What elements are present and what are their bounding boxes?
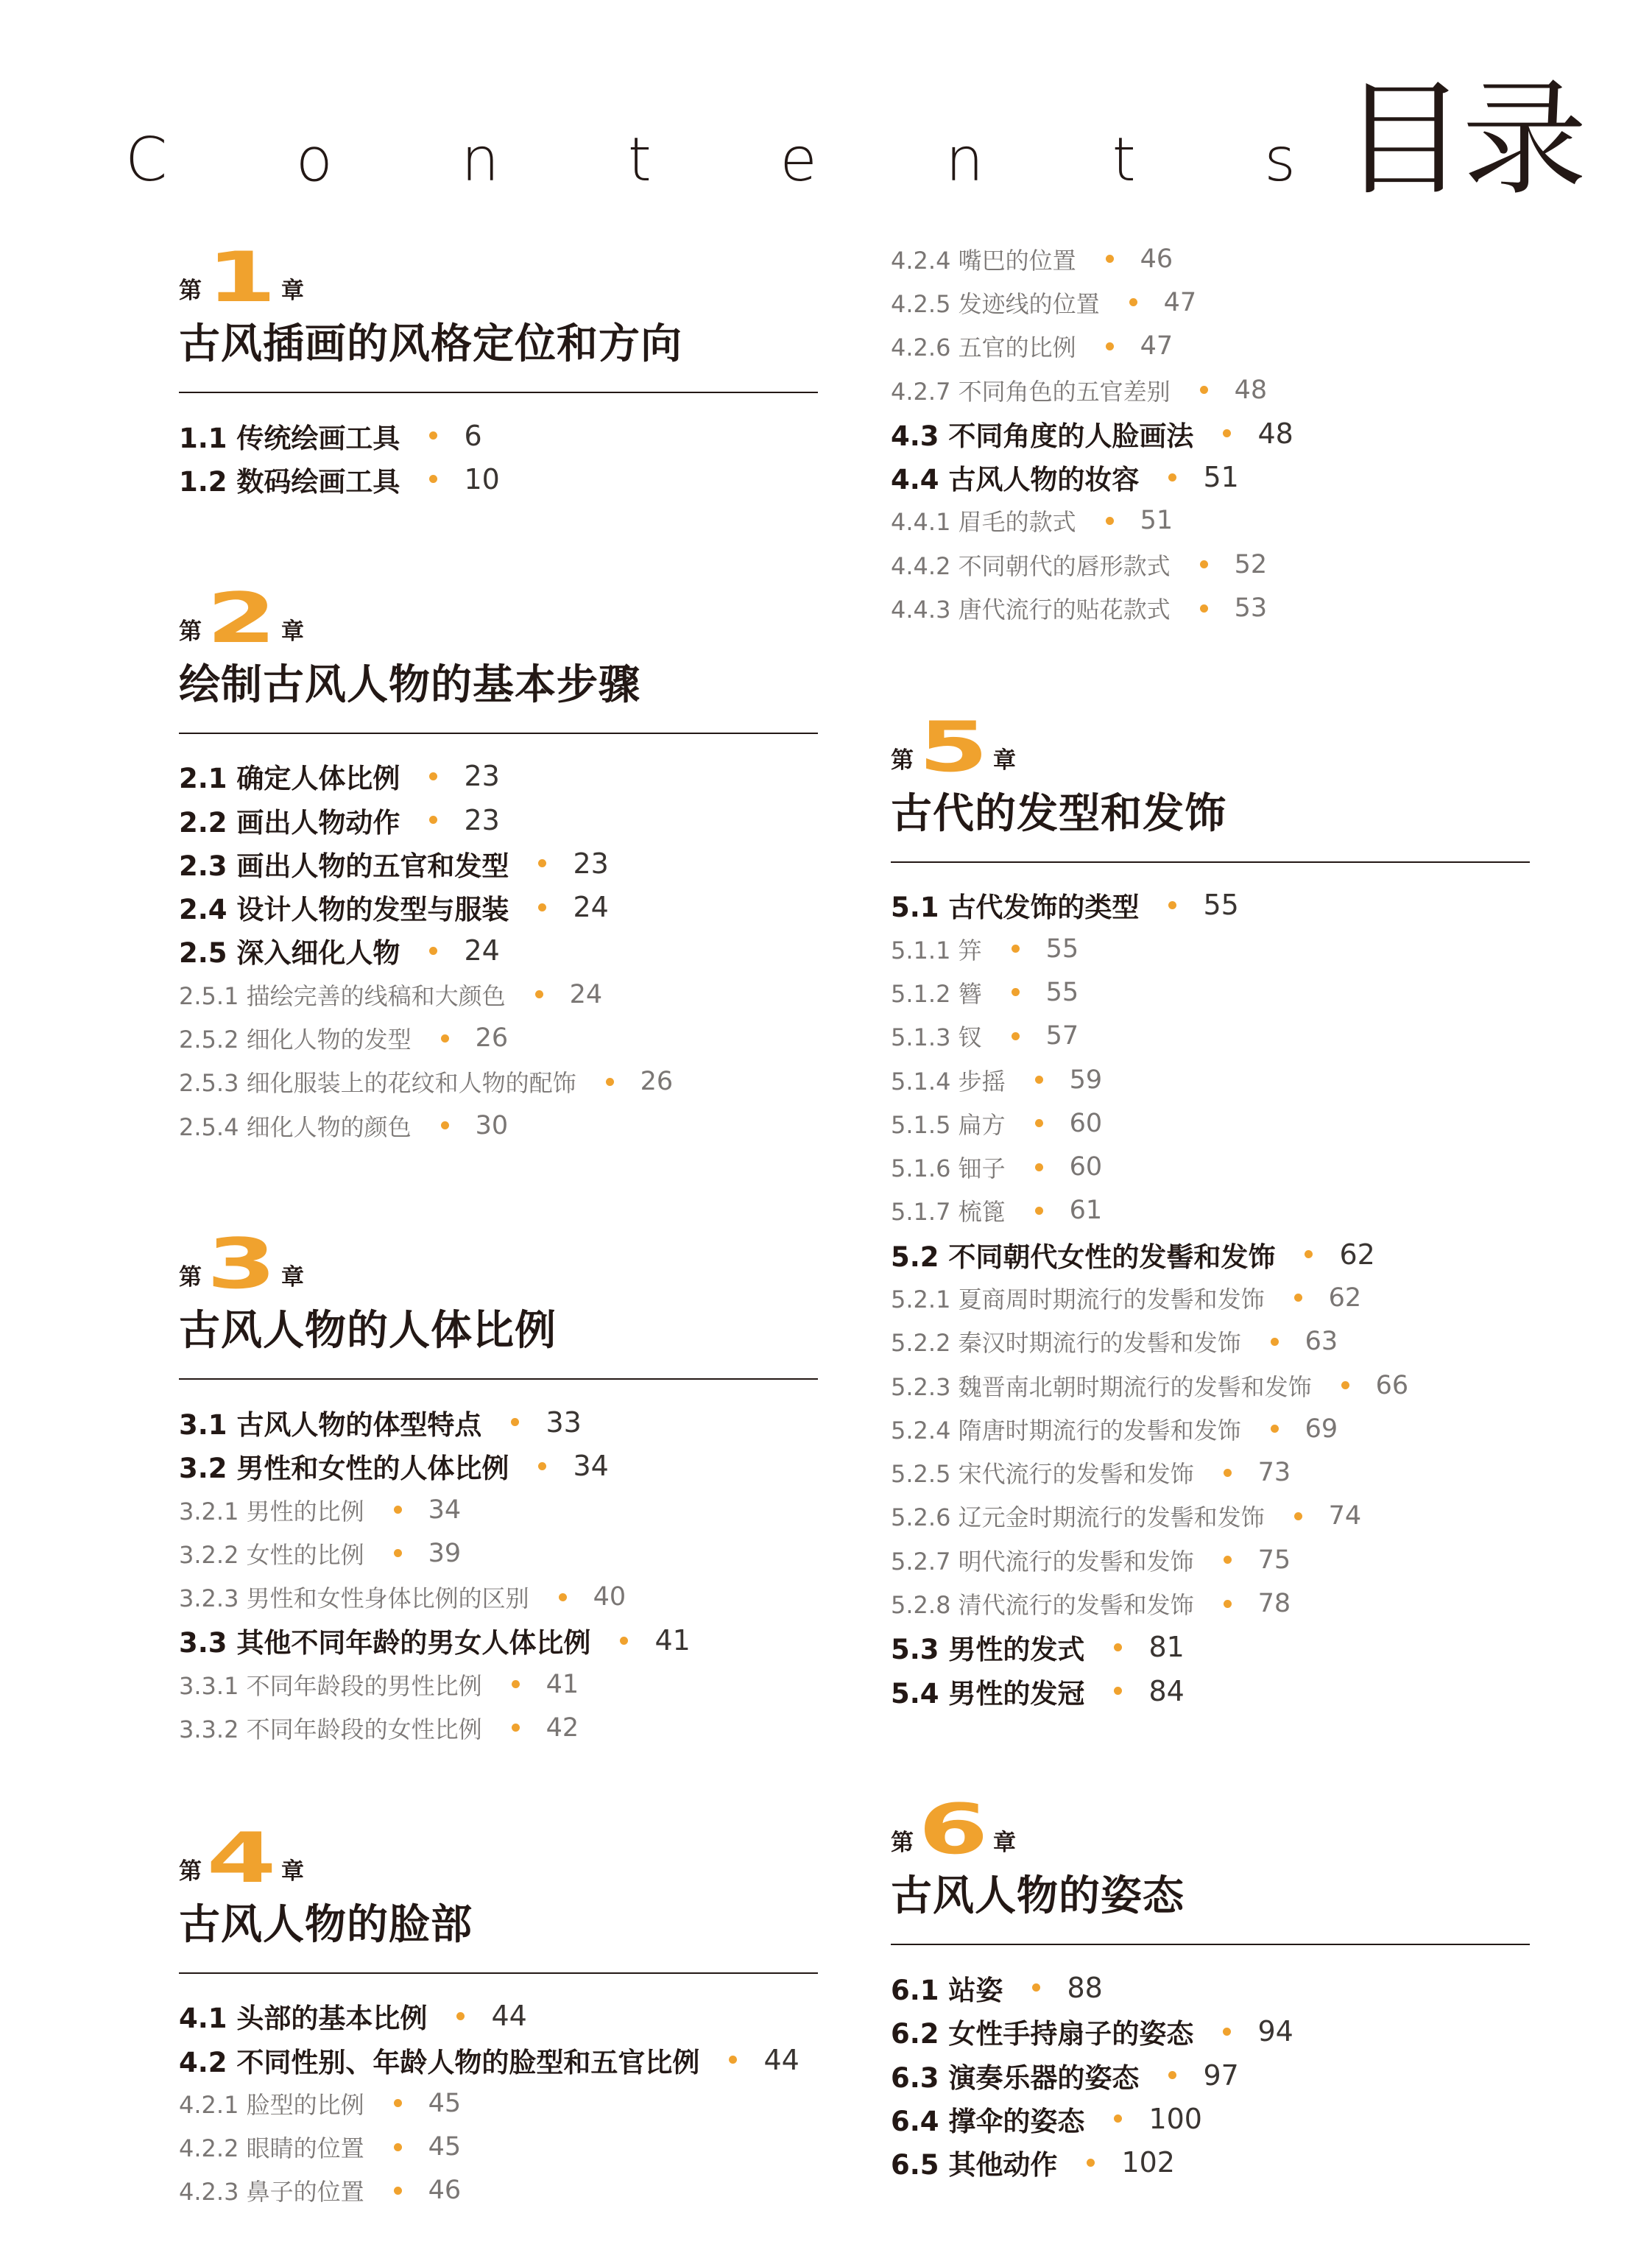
entry-label: 3.2 男性和女性的人体比例	[179, 1453, 509, 1485]
entry-page-number: 59	[1069, 1065, 1103, 1095]
entry-page-number: 55	[1045, 977, 1079, 1007]
entry-page-number: 47	[1140, 331, 1173, 361]
toc-entry[interactable]	[891, 455, 1539, 498]
entry-page-number: 44	[763, 2043, 799, 2076]
bullet-dot-icon	[1129, 298, 1137, 306]
entry-page-number: 23	[464, 803, 500, 836]
entry-page-number: 97	[1203, 2059, 1239, 2092]
toc-entry[interactable]	[891, 2053, 1539, 2097]
toc-entry[interactable]	[891, 1626, 1539, 1669]
entry-page-number: 84	[1148, 1674, 1185, 1707]
entry-label: 2.3 画出人物的五官和发型	[179, 850, 509, 882]
chapter-prefix: 第	[179, 278, 202, 304]
toc-entry[interactable]	[179, 755, 827, 798]
toc-entry[interactable]	[891, 1495, 1539, 1538]
bullet-dot-icon	[538, 1462, 546, 1470]
contents-letter: n	[461, 125, 500, 195]
entry-label: 3.2.2 女性的比例	[179, 1540, 364, 1569]
chapter-title: 古风插画的风格定位和方向	[179, 320, 682, 368]
entry-label: 4.4.1 眉毛的款式	[891, 508, 1076, 537]
toc-entry[interactable]	[891, 1407, 1539, 1450]
entry-page-number: 23	[464, 760, 500, 793]
chapter-block	[179, 1224, 827, 1749]
entry-page-number: 46	[428, 2176, 462, 2206]
chapter-prefix: 第	[179, 618, 202, 645]
chapter-number: 2	[206, 578, 277, 659]
bullet-dot-icon	[394, 2099, 402, 2107]
bullet-dot-icon	[1106, 342, 1114, 350]
chapter-suffix: 章	[281, 1858, 304, 1885]
chapter-block	[179, 1818, 827, 2212]
bullet-dot-icon	[1223, 429, 1231, 437]
entry-page-number: 102	[1121, 2146, 1175, 2179]
toc-entry[interactable]	[891, 1320, 1539, 1364]
entry-page-number: 51	[1203, 461, 1239, 494]
contents-letter: t	[627, 125, 652, 195]
chapter-divider	[179, 1972, 818, 1974]
chapter-gap	[179, 1750, 827, 1824]
chapter-gap	[179, 1147, 827, 1230]
toc-entry[interactable]	[179, 973, 827, 1016]
entry-label: 3.2.1 男性的比例	[179, 1497, 364, 1525]
entry-label: 5.3 男性的发式	[891, 1634, 1085, 1666]
entry-label: 4.4.2 不同朝代的唇形款式	[891, 551, 1171, 580]
bullet-dot-icon	[535, 990, 543, 998]
entry-page-number: 26	[640, 1067, 674, 1097]
bullet-dot-icon	[394, 1549, 402, 1557]
chapter-number: 3	[206, 1224, 277, 1305]
contents-letter: n	[945, 125, 984, 195]
entry-list	[891, 883, 1539, 1713]
entry-page-number: 42	[546, 1712, 579, 1743]
toc-entry[interactable]	[179, 457, 827, 501]
toc-entry[interactable]	[179, 414, 827, 457]
entry-label: 4.2.1 脸型的比例	[179, 2090, 364, 2119]
entry-page-number: 39	[428, 1538, 462, 1568]
chapter-gap	[891, 1712, 1539, 1795]
chapter-label	[179, 578, 827, 659]
entry-page-number: 26	[475, 1023, 509, 1054]
toc-entry[interactable]	[179, 1445, 827, 1488]
bullet-dot-icon	[1087, 2159, 1095, 2167]
entry-list	[179, 755, 827, 1148]
chapter-number: 6	[918, 1790, 989, 1871]
entry-label: 4.2.6 五官的比例	[891, 334, 1076, 362]
entry-page-number: 75	[1257, 1545, 1291, 1575]
chapter-divider	[891, 1944, 1530, 1945]
bullet-dot-icon	[1223, 2028, 1231, 2036]
chapter-block	[891, 707, 1539, 1713]
entry-label: 5.2.6 辽元金时期流行的发髻和发饰	[891, 1503, 1265, 1532]
entry-label: 6.5 其他动作	[891, 2149, 1058, 2181]
contents-letter: C	[125, 125, 168, 195]
toc-entry[interactable]	[891, 1101, 1539, 1145]
entry-page-number: 44	[491, 2000, 527, 2033]
toc-entry[interactable]	[179, 885, 827, 928]
bullet-dot-icon	[729, 2056, 737, 2064]
bullet-dot-icon	[1168, 2071, 1176, 2079]
entry-page-number: 60	[1069, 1152, 1103, 1182]
bullet-dot-icon	[1305, 1250, 1313, 1258]
bullet-dot-icon	[1200, 560, 1208, 568]
bullet-dot-icon	[1106, 517, 1114, 525]
toc-entry[interactable]	[891, 237, 1539, 281]
toc-entry[interactable]	[891, 1538, 1539, 1581]
bullet-dot-icon	[1012, 1032, 1020, 1040]
toc-entry[interactable]	[891, 325, 1539, 368]
bullet-dot-icon	[1106, 255, 1114, 263]
bullet-dot-icon	[1294, 1512, 1302, 1520]
entry-label: 2.5.2 细化人物的发型	[179, 1026, 412, 1054]
chapter-title: 古风人物的脸部	[179, 1900, 473, 1949]
bullet-dot-icon	[512, 1724, 520, 1732]
page-title: 目录	[1341, 67, 1584, 213]
chapter-title: 古风人物的人体比例	[179, 1307, 557, 1355]
entry-label: 3.3.1 不同年龄段的男性比例	[179, 1671, 482, 1700]
entry-label: 1.1 传统绘画工具	[179, 422, 400, 454]
entry-page-number: 48	[1234, 375, 1268, 405]
toc-entry[interactable]	[179, 1060, 827, 1104]
bullet-dot-icon	[1035, 1163, 1043, 1171]
entry-label: 5.2.1 夏商周时期流行的发髻和发饰	[891, 1285, 1265, 1313]
bullet-dot-icon	[1114, 1687, 1122, 1695]
chapter-prefix: 第	[179, 1858, 202, 1885]
chapter-title: 古风人物的姿态	[891, 1872, 1185, 1921]
chapter-suffix: 章	[281, 618, 304, 645]
entry-page-number: 55	[1203, 889, 1239, 922]
entry-page-number: 51	[1140, 506, 1173, 536]
bullet-dot-icon	[441, 1121, 449, 1129]
entry-page-number: 10	[464, 462, 500, 495]
toc-entry[interactable]	[891, 1058, 1539, 1101]
toc-entry[interactable]	[891, 1232, 1539, 1276]
toc-entry[interactable]	[179, 1104, 827, 1147]
toc-entry[interactable]	[179, 1575, 827, 1618]
entry-label: 6.2 女性手持扇子的姿态	[891, 2018, 1194, 2050]
toc-entry[interactable]	[179, 1706, 827, 1749]
toc-entry[interactable]	[891, 2097, 1539, 2140]
entry-label: 5.2.2 秦汉时期流行的发髻和发饰	[891, 1329, 1241, 1358]
chapter-title: 古代的发型和发饰	[891, 789, 1226, 838]
entry-label: 2.1 确定人体比例	[179, 763, 400, 795]
entry-label: 5.1.4 步摇	[891, 1067, 1006, 1096]
entry-page-number: 81	[1148, 1631, 1185, 1664]
entry-page-number: 45	[428, 2132, 462, 2162]
toc-entry[interactable]	[179, 2126, 827, 2169]
entry-label: 3.1 古风人物的体型特点	[179, 1408, 482, 1441]
entry-page-number: 34	[573, 1450, 609, 1483]
bullet-dot-icon	[1114, 2114, 1122, 2123]
entry-label: 5.1.7 梳篦	[891, 1198, 1006, 1227]
chapter-number: 5	[918, 707, 989, 788]
entry-page-number: 48	[1257, 417, 1293, 450]
entry-page-number: 53	[1234, 593, 1268, 624]
bullet-dot-icon	[1035, 1207, 1043, 1215]
entry-page-number: 30	[475, 1110, 509, 1140]
entry-label: 2.5.3 细化服装上的花纹和人物的配饰	[179, 1069, 576, 1098]
bullet-dot-icon	[1200, 604, 1208, 613]
toc-entry[interactable]	[179, 2081, 827, 2125]
bullet-dot-icon	[1032, 1983, 1040, 1992]
chapter-gap	[891, 630, 1539, 713]
chapter-divider	[179, 733, 818, 734]
toc-entry[interactable]	[179, 1016, 827, 1059]
chapter-block	[179, 578, 827, 1148]
bullet-dot-icon	[429, 947, 437, 955]
entry-page-number: 52	[1234, 549, 1268, 579]
entry-label: 5.2.5 宋代流行的发髻和发饰	[891, 1460, 1194, 1489]
entry-page-number: 46	[1140, 244, 1173, 274]
entry-page-number: 88	[1067, 1971, 1103, 2004]
entry-page-number: 94	[1257, 2015, 1293, 2048]
bullet-dot-icon	[429, 475, 437, 483]
bullet-dot-icon	[1168, 473, 1176, 482]
entry-label: 5.2.4 隋唐时期流行的发髻和发饰	[891, 1416, 1241, 1445]
chapter-title: 绘制古风人物的基本步骤	[179, 660, 640, 709]
toc-entry[interactable]	[891, 1145, 1539, 1188]
entry-label: 4.1 头部的基本比例	[179, 2003, 428, 2035]
chapter-suffix: 章	[281, 278, 304, 304]
bullet-dot-icon	[456, 2012, 465, 2020]
entry-label: 4.3 不同角度的人脸画法	[891, 420, 1194, 452]
entry-label: 5.2.8 清代流行的发髻和发饰	[891, 1591, 1194, 1620]
entry-page-number: 55	[1045, 934, 1079, 964]
bullet-dot-icon	[538, 903, 546, 911]
entry-page-number: 24	[569, 979, 603, 1009]
chapter-prefix: 第	[179, 1264, 202, 1291]
toc-entry[interactable]	[891, 970, 1539, 1014]
entry-label: 2.4 设计人物的发型与服装	[179, 894, 509, 926]
bullet-dot-icon	[1035, 1119, 1043, 1127]
entry-label: 3.3.2 不同年龄段的女性比例	[179, 1715, 482, 1743]
entry-label: 3.3 其他不同年龄的男女人体比例	[179, 1627, 591, 1659]
left-column	[179, 238, 827, 2212]
entry-page-number: 34	[428, 1495, 462, 1525]
bullet-dot-icon	[1224, 1469, 1232, 1477]
entry-list	[179, 1994, 827, 2212]
bullet-dot-icon	[1224, 1600, 1232, 1608]
toc-entry[interactable]	[891, 412, 1539, 455]
chapter-prefix: 第	[891, 1830, 914, 1857]
entry-page-number: 78	[1257, 1589, 1291, 1619]
bullet-dot-icon	[429, 816, 437, 824]
toc-entry[interactable]	[179, 842, 827, 885]
entry-label: 6.4 撑伞的姿态	[891, 2105, 1085, 2137]
toc-entry[interactable]	[891, 927, 1539, 970]
entry-label: 4.2 不同性别、年龄人物的脸型和五官比例	[179, 2046, 700, 2078]
bullet-dot-icon	[538, 859, 546, 867]
entry-page-number: 23	[573, 847, 609, 880]
entry-page-number: 24	[464, 934, 500, 967]
chapter-gap	[179, 501, 827, 584]
entry-label: 5.1.5 扁方	[891, 1110, 1006, 1139]
entry-label: 5.2.7 明代流行的发髻和发饰	[891, 1547, 1194, 1576]
entry-label: 4.4.3 唐代流行的贴花款式	[891, 596, 1171, 624]
entry-page-number: 6	[464, 419, 482, 452]
toc-entry[interactable]	[891, 1276, 1539, 1319]
contents-letter: e	[780, 125, 817, 195]
entry-list	[891, 1966, 1539, 2184]
chapter-label	[891, 707, 1539, 788]
entry-label: 6.1 站姿	[891, 1974, 1003, 2006]
bullet-dot-icon	[441, 1034, 449, 1043]
continued-entry-list	[891, 237, 1539, 630]
entry-page-number: 69	[1305, 1414, 1338, 1444]
bullet-dot-icon	[1271, 1338, 1279, 1346]
entry-label: 4.2.4 嘴巴的位置	[891, 246, 1076, 275]
entry-page-number: 45	[428, 2088, 462, 2118]
entry-page-number: 41	[546, 1669, 579, 1699]
chapter-label	[179, 1224, 827, 1305]
bullet-dot-icon	[1012, 988, 1020, 996]
entry-page-number: 63	[1305, 1327, 1338, 1357]
bullet-dot-icon	[1341, 1381, 1349, 1389]
chapter-prefix: 第	[891, 747, 914, 774]
bullet-dot-icon	[1114, 1643, 1122, 1651]
entry-list	[179, 414, 827, 501]
bullet-dot-icon	[512, 1680, 520, 1688]
contents-letter: t	[1112, 125, 1136, 195]
toc-entry[interactable]	[891, 1189, 1539, 1232]
entry-label: 2.5.4 细化人物的颜色	[179, 1112, 412, 1141]
toc-entry[interactable]	[891, 281, 1539, 324]
chapter-label	[891, 1790, 1539, 1871]
entry-page-number: 60	[1069, 1108, 1103, 1138]
entry-label: 5.4 男性的发冠	[891, 1677, 1085, 1710]
toc-entry[interactable]	[179, 1994, 827, 2038]
entry-page-number: 73	[1257, 1458, 1291, 1488]
toc-entry[interactable]	[179, 2038, 827, 2081]
entry-page-number: 40	[593, 1582, 626, 1612]
toc-entry[interactable]	[891, 1015, 1539, 1058]
contents-letter: o	[295, 125, 333, 195]
toc-entry[interactable]	[179, 1488, 827, 1531]
toc-entry[interactable]	[179, 2169, 827, 2212]
entry-label: 2.5 深入细化人物	[179, 937, 400, 970]
toc-entry[interactable]	[891, 368, 1539, 412]
entry-page-number: 100	[1148, 2102, 1202, 2135]
entry-label: 5.1.1 笄	[891, 936, 982, 964]
toc-entry[interactable]	[891, 1451, 1539, 1495]
toc-entry[interactable]	[891, 499, 1539, 543]
chapter-divider	[179, 1378, 818, 1380]
toc-entry[interactable]	[891, 1966, 1539, 2009]
entry-label: 4.2.7 不同角色的五官差别	[891, 377, 1171, 406]
entry-label: 1.2 数码绘画工具	[179, 465, 400, 498]
entry-list	[179, 1400, 827, 1749]
bullet-dot-icon	[394, 2143, 402, 2151]
entry-page-number: 57	[1045, 1021, 1079, 1051]
chapter-number: 4	[206, 1818, 277, 1899]
chapter-block	[179, 238, 827, 501]
chapter-divider	[179, 392, 818, 393]
entry-page-number: 62	[1339, 1238, 1375, 1271]
chapter-suffix: 章	[281, 1264, 304, 1291]
entry-label: 5.1 古代发饰的类型	[891, 892, 1140, 924]
entry-page-number: 41	[654, 1624, 691, 1657]
toc-entry[interactable]	[891, 1364, 1539, 1407]
bullet-dot-icon	[429, 772, 437, 780]
contents-letter: s	[1264, 125, 1296, 195]
bullet-dot-icon	[1200, 386, 1208, 394]
bullet-dot-icon	[511, 1418, 519, 1426]
chapter-suffix: 章	[993, 1830, 1016, 1857]
bullet-dot-icon	[1035, 1076, 1043, 1084]
chapter-label	[179, 238, 827, 318]
toc-entry[interactable]	[891, 586, 1539, 629]
entry-page-number: 33	[546, 1405, 582, 1439]
toc-entry[interactable]	[179, 1662, 827, 1706]
bullet-dot-icon	[394, 1506, 402, 1514]
entry-page-number: 74	[1328, 1501, 1362, 1531]
entry-page-number: 61	[1069, 1196, 1103, 1226]
toc-entry[interactable]	[891, 883, 1539, 927]
bullet-dot-icon	[620, 1637, 628, 1645]
bullet-dot-icon	[606, 1078, 614, 1086]
chapter-label	[179, 1818, 827, 1899]
toc-entry[interactable]	[891, 1581, 1539, 1625]
toc-entry[interactable]	[891, 1669, 1539, 1712]
entry-label: 2.2 画出人物动作	[179, 806, 400, 839]
chapter-suffix: 章	[993, 747, 1016, 774]
entry-page-number: 47	[1163, 287, 1197, 317]
toc-entry[interactable]	[179, 929, 827, 973]
entry-label: 5.1.6 钿子	[891, 1154, 1006, 1183]
entry-label: 6.3 演奏乐器的姿态	[891, 2061, 1140, 2094]
entry-label: 4.2.3 鼻子的位置	[179, 2178, 364, 2207]
entry-label: 3.2.3 男性和女性身体比例的区别	[179, 1584, 529, 1613]
bullet-dot-icon	[559, 1593, 567, 1601]
toc-entry[interactable]	[179, 798, 827, 842]
bullet-dot-icon	[1012, 945, 1020, 953]
bullet-dot-icon	[1168, 901, 1176, 909]
chapter-number: 1	[206, 238, 277, 318]
toc-entry[interactable]	[891, 2141, 1539, 2184]
bullet-dot-icon	[394, 2187, 402, 2195]
toc-entry[interactable]	[179, 1531, 827, 1575]
entry-label: 4.2.2 眼睛的位置	[179, 2134, 364, 2163]
right-column	[891, 237, 1539, 2184]
bullet-dot-icon	[1294, 1294, 1302, 1302]
chapter-divider	[891, 861, 1530, 863]
bullet-dot-icon	[1224, 1556, 1232, 1564]
entry-label: 2.5.1 描绘完善的线稿和大颜色	[179, 981, 506, 1010]
toc-entry[interactable]	[179, 1619, 827, 1662]
toc-entry[interactable]	[179, 1400, 827, 1444]
toc-entry[interactable]	[891, 543, 1539, 586]
entry-label: 5.2.3 魏晋南北朝时期流行的发髻和发饰	[891, 1372, 1312, 1401]
entry-label: 5.2 不同朝代女性的发髻和发饰	[891, 1241, 1276, 1273]
entry-page-number: 24	[573, 891, 609, 924]
entry-page-number: 62	[1328, 1283, 1362, 1313]
entry-label: 5.1.2 簪	[891, 979, 982, 1008]
chapter-block	[891, 1790, 1539, 2184]
entry-page-number: 66	[1375, 1370, 1409, 1400]
entry-label: 4.4 古风人物的妆容	[891, 464, 1140, 496]
entry-label: 5.1.3 钗	[891, 1023, 982, 1052]
bullet-dot-icon	[429, 431, 437, 440]
toc-entry[interactable]	[891, 2010, 1539, 2053]
bullet-dot-icon	[1271, 1425, 1279, 1433]
contents-heading	[125, 124, 1296, 197]
entry-label: 4.2.5 发迹线的位置	[891, 289, 1100, 318]
